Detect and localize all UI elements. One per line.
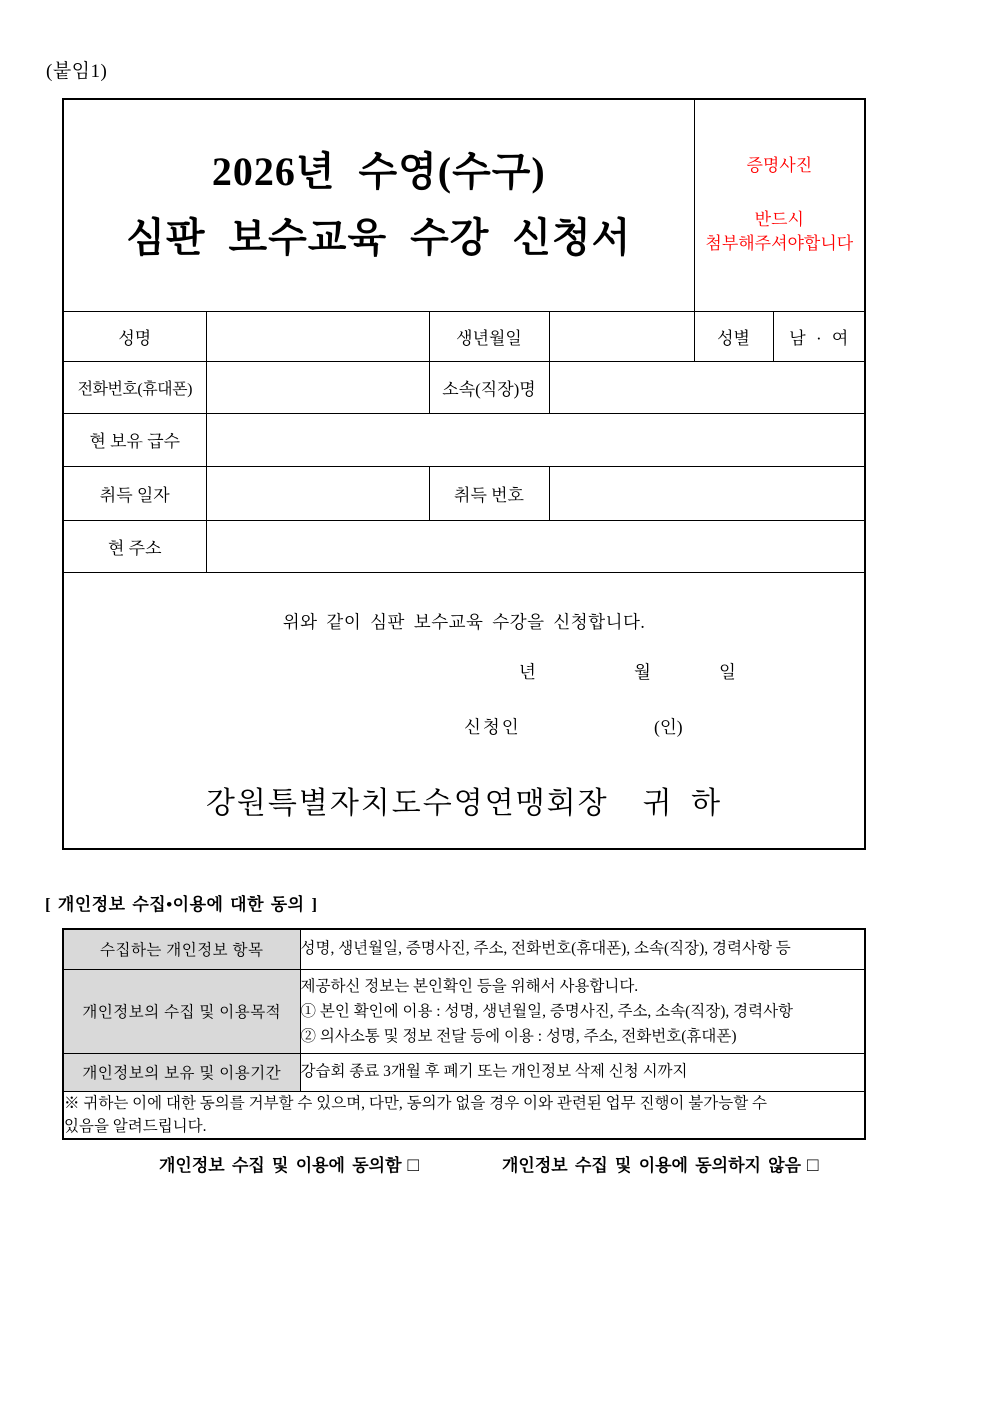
address-label: 현 주소: [63, 520, 206, 572]
current-grade-label: 현 보유 급수: [63, 413, 206, 466]
consent-purpose-line1: 제공하신 정보는 본인확인 등을 위해서 사용합니다.: [300, 977, 639, 995]
attachment-number-label: (붙임1): [46, 61, 108, 82]
application-statement: 위와 같이 심판 보수교육 수강을 신청합니다.: [282, 611, 646, 632]
disagree-checkbox[interactable]: □: [807, 1155, 819, 1176]
agree-checkbox[interactable]: □: [407, 1155, 419, 1176]
organization-label: 소속(직장)명: [429, 361, 549, 413]
addressee-name: 강원특별자치도수영연맹회장: [205, 786, 609, 820]
consent-retention-label: 개인정보의 보유 및 이용기간: [63, 1053, 300, 1091]
birthdate-label: 생년월일: [429, 311, 549, 361]
addressee-honorific: 귀 하: [642, 786, 723, 820]
agree-option-label: 개인정보 수집 및 이용에 동의함: [159, 1156, 402, 1175]
consent-refusal-notice-line2: 있음을 알려드립니다.: [64, 1117, 207, 1135]
consent-purpose-line2: ① 본인 확인에 이용 : 성명, 생년월일, 증명사진, 주소, 소속(직장), 경력사항: [300, 1002, 794, 1020]
phone-input-cell[interactable]: [206, 361, 429, 413]
address-input-cell[interactable]: [206, 520, 865, 572]
current-grade-input-cell[interactable]: [206, 413, 865, 466]
photo-box-caption: 증명사진: [746, 156, 813, 176]
form-title-cell: [63, 99, 694, 311]
name-input-cell[interactable]: [206, 311, 429, 361]
date-line: [64, 659, 864, 685]
acquisition-date-input-cell[interactable]: [206, 466, 429, 520]
photo-attachment-box: [694, 99, 865, 311]
seal-label: (인): [654, 716, 683, 737]
month-unit-label: 월: [634, 661, 651, 682]
consent-items-value: 성명, 생년월일, 증명사진, 주소, 전화번호(휴대폰), 소속(직장), 경력사항 등: [300, 929, 865, 969]
application-form-table: [62, 98, 866, 850]
name-label: 성명: [63, 311, 206, 361]
gender-options[interactable]: 남 · 여: [773, 311, 865, 361]
photo-box-notice-line2: 첨부해주셔야합니다: [705, 234, 854, 254]
organization-input-cell[interactable]: [549, 361, 865, 413]
consent-table: [62, 928, 866, 1140]
phone-label: 전화번호(휴대폰): [63, 361, 206, 413]
consent-refusal-notice-line1: ※ 귀하는 이에 대한 동의를 거부할 수 있으며, 다만, 동의가 없을 경우 이와 관련된 업무 진행이 불가능할 수: [64, 1094, 768, 1112]
acquisition-number-label: 취득 번호: [429, 466, 549, 520]
gender-label: 성별: [694, 311, 773, 361]
consent-purpose-line3: ② 의사소통 및 정보 전달 등에 이용 : 성명, 주소, 전화번호(휴대폰): [300, 1027, 737, 1045]
disagree-option-label: 개인정보 수집 및 이용에 동의하지 않음: [502, 1156, 802, 1175]
birthdate-input-cell[interactable]: [549, 311, 694, 361]
applicant-label: 신청인: [464, 716, 521, 737]
consent-refusal-notice: [63, 1091, 865, 1139]
photo-box-notice-line1: 반드시: [754, 210, 804, 230]
consent-choice-line: [0, 1151, 992, 1183]
signature-section: [63, 572, 865, 849]
addressee-line: [64, 778, 864, 822]
form-title-line2: 심판 보수교육 수강 신청서: [126, 215, 632, 261]
consent-items-label: 수집하는 개인정보 항목: [63, 929, 300, 969]
agree-option: [159, 1151, 419, 1177]
consent-purpose-value: [300, 969, 865, 1053]
year-unit-label: 년: [519, 661, 536, 682]
day-unit-label: 일: [719, 661, 736, 682]
consent-section-title: [ 개인정보 수집•이용에 대한 동의 ]: [45, 895, 318, 914]
disagree-option: [502, 1151, 819, 1177]
applicant-line: [64, 714, 864, 740]
form-title-line1: 2026년 수영(수구): [211, 149, 546, 195]
acquisition-number-input-cell[interactable]: [549, 466, 865, 520]
consent-purpose-label: 개인정보의 수집 및 이용목적: [63, 969, 300, 1053]
consent-retention-value: 강습회 종료 3개월 후 폐기 또는 개인정보 삭제 신청 시까지: [300, 1053, 865, 1091]
acquisition-date-label: 취득 일자: [63, 466, 206, 520]
